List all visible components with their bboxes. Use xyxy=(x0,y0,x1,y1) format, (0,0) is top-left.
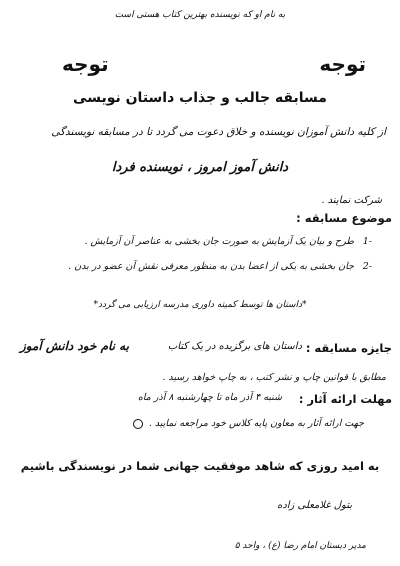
signature-name: بتول غلامعلی زاده xyxy=(277,500,352,511)
prize-highlight: به نام خود دانش آموز xyxy=(20,339,129,353)
topic-item: طرح و بیان یک آزمایش به صورت جان بخشی به عناصر آن آزمایش . xyxy=(84,236,354,247)
prize-text: داستان های برگزیده در یک کتاب xyxy=(167,341,302,352)
invitation-text: از کلیه دانش آموزان نویسنده و خلاق دعوت می گردد تا در مسابقه نویسندگی xyxy=(51,126,386,138)
bullet-circle-icon xyxy=(133,419,143,429)
prize-heading: جایزه مسابقه : xyxy=(305,341,392,355)
slogan: دانش آموز امروز ، نویسنده فردا xyxy=(111,160,289,175)
topic-item: جان بخشی به یکی از اعضا بدن به منظور معرفی نقش آن عضو در بدن . xyxy=(68,261,354,272)
deadline-heading: مهلت ارائه آثار : xyxy=(298,392,392,406)
attention-heading-right: توجه xyxy=(319,52,366,76)
topic-item-number: -1 xyxy=(362,236,372,247)
deadline-text: شنبه ۴ آذر ماه تا چهارشنبه ۸ آذر ماه xyxy=(137,392,282,403)
contest-title: مسابقه جالب و جذاب داستان نویسی xyxy=(73,90,327,106)
invocation-line: به نام او که نویسنده بهترین کتاب هستی است xyxy=(114,10,286,20)
closing-message: به امید روزی که شاهد موفقیت جهانی شما در نویسندگی باشیم xyxy=(20,459,380,473)
topic-item-number: -2 xyxy=(362,261,372,272)
jury-note: *داستان ها توسط کمیته داوری مدرسه ارزیابی می گردد* xyxy=(93,300,307,310)
topic-heading: موضوع مسابقه : xyxy=(296,211,392,225)
deadline-bullet-text: جهت ارائه آثار به معاون پایه کلاس خود مراجعه نمایید . xyxy=(148,418,364,429)
participate-text: شرکت نمایند . xyxy=(321,195,382,206)
signature-title: مدیر دبستان امام رضا (ع) ، واحد ۵ xyxy=(234,541,366,551)
prize-continuation: مطابق با قوانین چاپ و نشر کتب ، به چاپ خواهد رسید . xyxy=(162,372,386,383)
attention-heading-left: توجه xyxy=(62,52,109,76)
deadline-bullet xyxy=(133,418,364,429)
